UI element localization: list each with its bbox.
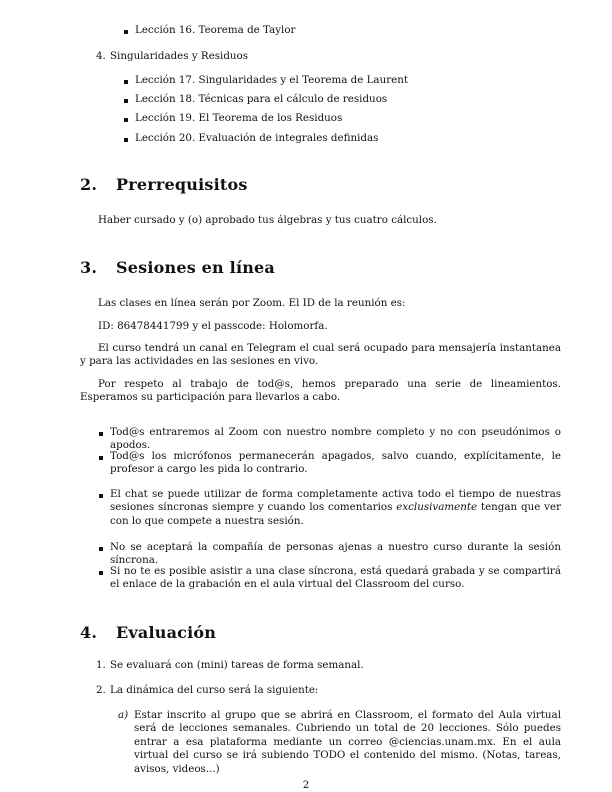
section-heading (80, 623, 216, 644)
rule-item: Tod@s entraremos al Zoom con nuestro nombre completo y no con pseudónimos o apodos. (110, 426, 561, 452)
rule-item: No se aceptará la compañía de personas ajenas a nuestro curso durante la sesión síncrona. (110, 541, 561, 567)
page-number: 2 (302, 779, 310, 791)
sublist-label: a) (118, 709, 129, 721)
paragraph: ID: 86478441799 y el passcode: Holomorfa. (98, 320, 328, 332)
section-number: 2. (80, 175, 98, 194)
rule-item: Si no te es posible asistir a una clase síncrona, está quedará grabada y se compartirá el enlace de la grabación en el aula virtual del Classroom del curso. (110, 565, 561, 591)
paragraph: Haber cursado y (o) aprobado tus álgebras y tus cuatro cálculos. (98, 214, 437, 226)
bullet-marker (124, 80, 128, 84)
section-title: Sesiones en línea (116, 258, 276, 277)
section-title: Evaluación (116, 623, 217, 642)
bullet-marker (99, 494, 103, 498)
bullet-marker (124, 30, 128, 34)
list-number: 2. (96, 684, 106, 696)
bullet-marker (124, 99, 128, 103)
paragraph: El curso tendrá un canal en Telegram el cual será ocupado para mensajería instantanea y para las actividades en las sesiones en vivo. (80, 342, 561, 368)
rule-item (110, 488, 561, 528)
emphasis-text: exclusivamente (396, 501, 478, 514)
section-heading (80, 258, 275, 279)
list-item: Se evaluará con (mini) tareas de forma semanal. (110, 659, 364, 671)
list-number: 4. (96, 50, 106, 62)
bullet-marker (99, 432, 103, 436)
paragraph: Las clases en línea serán por Zoom. El ID de la reunión es: (98, 297, 406, 309)
list-number: 1. (96, 659, 106, 671)
section-title: Prerrequisitos (116, 175, 248, 194)
bullet-marker (99, 571, 103, 575)
rule-item: Tod@s los micrófonos permanecerán apagados, salvo cuando, explícitamente, le profesor a cargo les pida lo contrario. (110, 450, 561, 476)
list-item: La dinámica del curso será la siguiente: (110, 684, 319, 696)
lesson-item: Lección 17. Singularidades y el Teorema de Laurent (135, 74, 408, 86)
section-number: 3. (80, 258, 98, 277)
rule-text: El chat se puede utilizar de forma completamente activa todo el tiempo de nuestras sesiones síncronas siempre y cuando los comentarios (110, 488, 561, 514)
sublist-item: Estar inscrito al grupo que se abrirá en Classroom, el formato del Aula virtual será de lecciones semanales. Cubriendo un total de 20 lecciones. Sólo puedes entrar a esa plataforma mediante un correo @ciencias.unam.mx. En el aula virtual del curso se irá subiendo TODO el contenido del mismo. (Notas, tareas, avisos, videos...) (134, 709, 561, 775)
section-number: 4. (80, 623, 98, 642)
rule-text: tengan que ver con lo que compete a nuestra sesión. (110, 501, 561, 527)
bullet-marker (124, 118, 128, 122)
lesson-item: Lección 19. El Teorema de los Residuos (135, 112, 343, 124)
bullet-marker (124, 138, 128, 142)
bullet-marker (99, 456, 103, 460)
lesson-item: Lección 20. Evaluación de integrales definidas (135, 132, 379, 144)
section-heading (80, 175, 248, 196)
lesson-item: Lección 16. Teorema de Taylor (135, 24, 296, 36)
bullet-marker (99, 547, 103, 551)
paragraph: Por respeto al trabajo de tod@s, hemos preparado una serie de lineamientos. Esperamos su participación para llevarlos a cabo. (80, 378, 561, 404)
list-item-title: Singularidades y Residuos (110, 50, 249, 62)
lesson-item: Lección 18. Técnicas para el cálculo de residuos (135, 93, 388, 105)
